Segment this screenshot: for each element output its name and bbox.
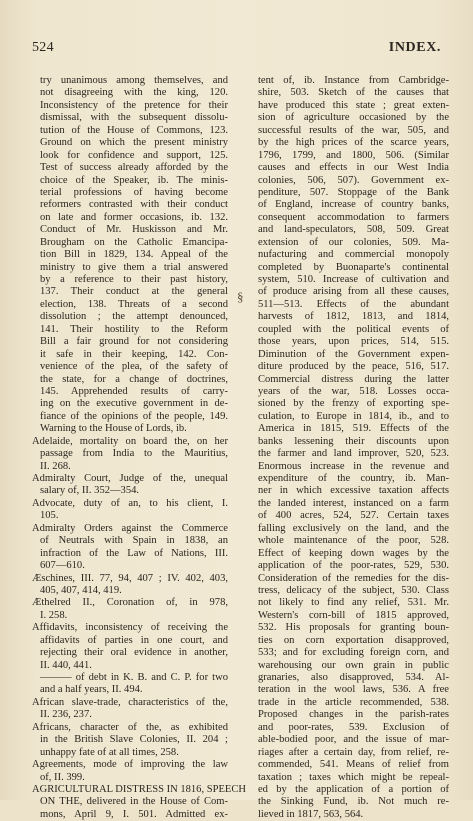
index-line: Diminution of the Government expen-: [258, 348, 449, 360]
index-line: Bill a fair ground for not considering: [40, 336, 228, 348]
index-line: rejecting their oral evidence in another,: [40, 647, 228, 659]
index-line: lieved in 1817, 563, 564.: [258, 808, 364, 820]
index-line: causes and effects in our West India: [258, 162, 449, 174]
index-line: have produced this state ; great exten-: [258, 99, 449, 111]
index-line: salary of, II. 352—354.: [40, 485, 140, 497]
index-line: 105.: [40, 510, 59, 522]
margin-mark: §: [237, 289, 244, 304]
index-line: of, II. 399.: [40, 771, 85, 783]
index-line: application of the poor-rates, 529, 530.: [258, 560, 449, 572]
index-line: the farmer and land improver, 520, 523.: [258, 448, 449, 460]
index-line: colonies, 506, 507). Government ex-: [258, 174, 449, 186]
index-line: in the British Slave Colonies, II. 204 ;: [40, 734, 228, 746]
index-line: I. 258.: [40, 609, 68, 621]
index-line: taxation ; taxes which might be repeal-: [258, 771, 449, 783]
index-line: not disagreeing with the king, 120.: [40, 87, 228, 99]
index-line: Ground on which the present ministry: [40, 137, 228, 149]
index-line: 145. Apprehended results of carry-: [40, 385, 228, 397]
index-line: Æthelred II., Coronation of, in 978,: [32, 597, 228, 609]
index-line: banks lessening their discounts upon: [258, 435, 449, 447]
index-line: tution of the House of Commons, 123.: [40, 124, 228, 136]
index-line: of produce arising from all these causes,: [258, 286, 449, 298]
index-line: 511—513. Effects of the abundant: [258, 298, 449, 310]
index-line: expenditure of the country, ib. Man-: [258, 473, 449, 484]
index-line: nufacturing and commercial monopoly: [258, 249, 449, 261]
index-line: 532. His proposals for granting boun-: [258, 622, 449, 634]
index-line: ner in which excessive taxation affects: [258, 485, 449, 497]
index-line: not likely to find any relief, 531. Mr.: [258, 597, 449, 609]
index-line: Advocate, duty of an, to his client, I.: [32, 497, 228, 509]
index-line: reformers contrasted with their conduct: [40, 199, 228, 211]
index-line: Æschines, III. 77, 94, 407 ; IV. 402, 403,: [32, 572, 228, 584]
index-column-right: [250, 75, 449, 821]
index-line: 607—610.: [40, 560, 85, 572]
index-line: fiance of the opinions of the people, 149.: [40, 410, 228, 422]
index-line: Test of success already afforded by the: [40, 162, 228, 174]
index-line: harvests of 1812, 1813, and 1814,: [258, 311, 449, 323]
index-line: and land-speculators, 508, 509. Great: [258, 224, 449, 236]
index-line: ——— of debt in K. B. and C. P. for two: [40, 672, 228, 683]
index-line: penditure, 507. Stoppage of the Bank: [258, 186, 449, 198]
index-line: try unanimous among themselves, and: [40, 75, 228, 86]
index-line: of 400 acres, 524, 527. Certain taxes: [258, 510, 449, 522]
index-line: ed by the application of a portion of: [258, 783, 449, 795]
index-line: Inconsistency of the pretence for their: [40, 99, 228, 111]
index-line: of Neutrals with Spain in 1838, an: [40, 535, 228, 547]
index-line: 533; and for excluding foreign corn, and: [258, 647, 449, 659]
index-line: diture produced by the peace, 516, 517.: [258, 361, 449, 373]
index-line: and poor-rates, 539. Exclusion of: [258, 721, 449, 733]
index-line: of England, increase of country banks,: [258, 199, 449, 211]
index-line: the landed interest, instanced on a farm: [258, 497, 449, 509]
index-line: Proposed changes in the parish-rates: [258, 709, 449, 721]
index-line: infraction of the Law of Nations, III.: [40, 547, 228, 559]
index-line: tion Bill in 1829, 134. Appeal of the: [40, 249, 228, 261]
index-line: Africans, character of the, as exhibited: [32, 721, 228, 733]
index-line: Admiralty Court, Judge of the, unequal: [32, 473, 228, 484]
index-line: extension of our colonies, 509. Ma-: [258, 236, 449, 248]
index-line: ing on the executive government in de-: [40, 398, 228, 410]
index-line: teration in the wool laws, 536. A free: [258, 684, 449, 696]
index-line: able-bodied poor, and the issue of mar-: [258, 734, 449, 746]
index-line: II. 236, 237.: [40, 709, 92, 721]
index-line: sioned by the frenzy of exporting spe-: [258, 398, 449, 410]
index-line: successful results of the war, 505, and: [258, 124, 449, 136]
index-line: venience of the plea, of the safety of: [40, 361, 228, 373]
index-line: on late and former occasions, ib. 132.: [40, 211, 228, 223]
index-line: look for confidence and support, 125.: [40, 149, 228, 161]
index-line: Affidavits, inconsistency of receiving the: [32, 622, 228, 634]
index-line: Brougham on the Catholic Emancipa-: [40, 236, 228, 248]
index-line: Enormous increase in the revenue and: [258, 460, 449, 472]
index-line: African slave-trade, characteristics of the,: [32, 696, 228, 708]
index-column-left: [32, 75, 246, 821]
index-line: election, 138. Threats of a second: [40, 298, 228, 310]
index-line: Warning to the House of Lords, ib.: [40, 423, 187, 435]
index-line: years of the war, 518. Losses occa-: [258, 385, 449, 397]
index-line: 137. Their conduct at the general: [40, 286, 228, 298]
index-line: culation, to Europe in 1814, ib., and to: [258, 410, 449, 422]
index-line: system, 510. Increase of cultivation and: [258, 274, 449, 285]
index-line: mons, April 9, I. 501. Admitted ex-: [40, 808, 228, 820]
page-number: 524: [32, 40, 54, 55]
index-line: Agreements, mode of improving the law: [32, 759, 228, 771]
index-line: those years, upon prices, 514, 515.: [258, 336, 449, 348]
index-line: terial professions of having become: [40, 186, 228, 198]
index-line: the Sinking Fund, ib. Not much re-: [258, 796, 449, 808]
index-line: Adelaide, mortality on board the, on her: [32, 435, 228, 447]
index-line: choice of the Speaker, ib. The minis-: [40, 174, 228, 186]
index-line: Effect of keeping down wages by the: [258, 547, 449, 559]
page-header: [32, 40, 441, 60]
index-line: sion of agriculture occasioned by the: [258, 112, 449, 124]
index-line: by a reference to their past history,: [40, 274, 228, 285]
index-line: unhappy fate of at all times, 258.: [40, 746, 179, 758]
index-line: ties on corn exportation disapproved,: [258, 634, 449, 646]
index-line: affidavits of parties in one court, and: [40, 634, 228, 646]
index-line: Admiralty Orders against the Commerce: [32, 522, 228, 534]
index-line: trade in the article recommended, 538.: [258, 696, 449, 708]
index-line: AGRICULTURAL DISTRESS IN 1816, SPEECH: [32, 783, 246, 795]
index-line: completed by Buonaparte's continental: [258, 261, 449, 273]
index-line: and a half years, II. 494.: [40, 684, 143, 696]
index-line: 1796, 1799, and 1800, 506. (Similar: [258, 149, 449, 161]
index-line: II. 440, 441.: [40, 659, 92, 671]
index-line: commended, 541. Means of relief from: [258, 759, 449, 771]
index-line: whole maintenance of the poor, 528.: [258, 535, 449, 547]
index-line: II. 268.: [40, 460, 71, 472]
index-line: granaries, also disapproved, 534. Al-: [258, 672, 449, 683]
index-line: dismissal, with the subsequent dissolu-: [40, 112, 228, 124]
index-line: 405, 407, 414, 419.: [40, 584, 122, 596]
index-line: ministry to give them a trial answered: [40, 261, 228, 273]
index-line: 141. Their hostility to the Reform: [40, 323, 228, 335]
index-line: tress, delicacy of the subject, 530. Class: [258, 584, 449, 596]
index-line: Commercial distress during the latter: [258, 373, 449, 385]
index-line: falling exclusively on the land, and the: [258, 522, 449, 534]
index-line: it safe in their keeping, 142. Con-: [40, 348, 228, 360]
index-line: consequent accommodation to farmers: [258, 211, 449, 223]
index-line: Western's corn-bill of 1815 approved,: [258, 609, 449, 621]
index-line: the state, for a change of doctrines,: [40, 373, 228, 385]
index-line: America in 1815, 519. Effects of the: [258, 423, 449, 435]
index-line: riages after a certain day, from relief, re-: [258, 746, 449, 758]
index-line: by the high prices of the scarce years,: [258, 137, 449, 149]
running-head: INDEX.: [388, 40, 441, 55]
index-line: dissolution ; the attempt denounced,: [40, 311, 228, 323]
index-line: Conduct of Mr. Huskisson and Mr.: [40, 224, 228, 236]
index-line: Consideration of the remedies for the dis-: [258, 572, 449, 584]
index-line: passage from India to the Mauritius,: [40, 448, 228, 460]
index-line: shire, 503. Sketch of the causes that: [258, 87, 449, 99]
index-line: ON THE, delivered in the House of Com-: [40, 796, 228, 808]
index-line: warehousing our own grain in public: [258, 659, 449, 671]
index-line: tent of, ib. Instance from Cambridge-: [258, 75, 449, 86]
index-line: coupled with the political events of: [258, 323, 449, 335]
